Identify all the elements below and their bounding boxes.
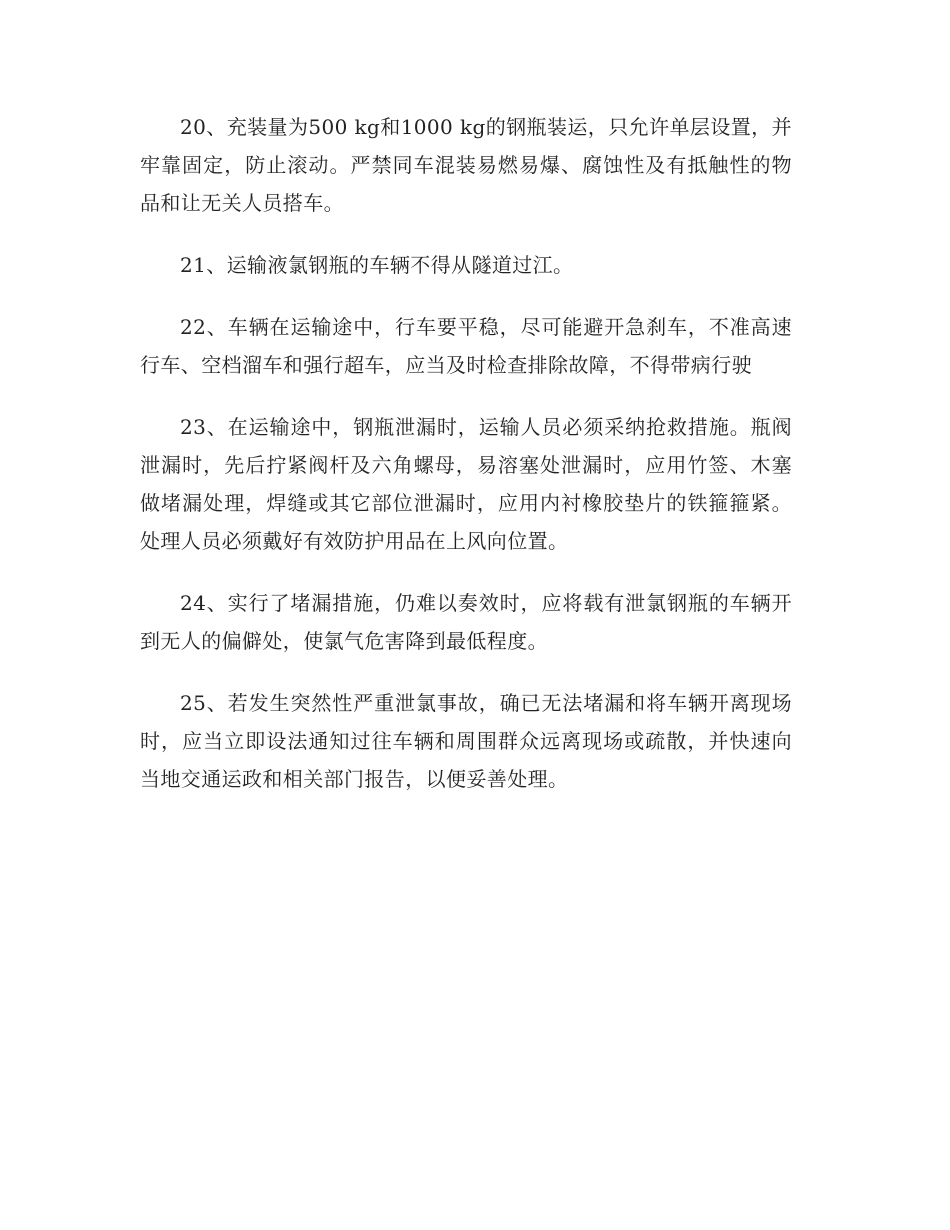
paragraph-25: 25、若发生突然性严重泄氯事故，确已无法堵漏和将车辆开离现场时，应当立即设法通知过往车辆和周围群众远离现场或疏散，并快速向当地交通运政和相关部门报告，以便妥善处理。 [140,691,792,791]
paragraph-22: 22、车辆在运输途中，行车要平稳，尽可能避开急刹车，不准高速行车、空档溜车和强行超车，应当及时检查排除故障，不得带病行驶 [140,315,792,377]
paragraph-24: 24、实行了堵漏措施，仍难以奏效时，应将载有泄氯钢瓶的车辆开到无人的偏僻处，使氯气危害降到最低程度。 [140,591,792,653]
paragraph-20: 20、充装量为500 kg和1000 kg的钢瓶装运，只允许单层设置，并牢靠固定，防止滚动。严禁同车混装易燃易爆、腐蚀性及有抵触性的物品和让无关人员搭车。 [140,115,792,215]
paragraph-21: 21、运输液氯钢瓶的车辆不得从隧道过江。 [180,253,574,277]
document-body [140,108,792,822]
paragraph-23: 23、在运输途中，钢瓶泄漏时，运输人员必须采纳抢救措施。瓶阀泄漏时，先后拧紧阀杆及六角螺母，易溶塞处泄漏时，应用竹签、木塞做堵漏处理，焊缝或其它部位泄漏时，应用内衬橡胶垫片的铁箍箍紧。处理人员必须戴好有效防护用品在上风向位置。 [140,415,792,553]
